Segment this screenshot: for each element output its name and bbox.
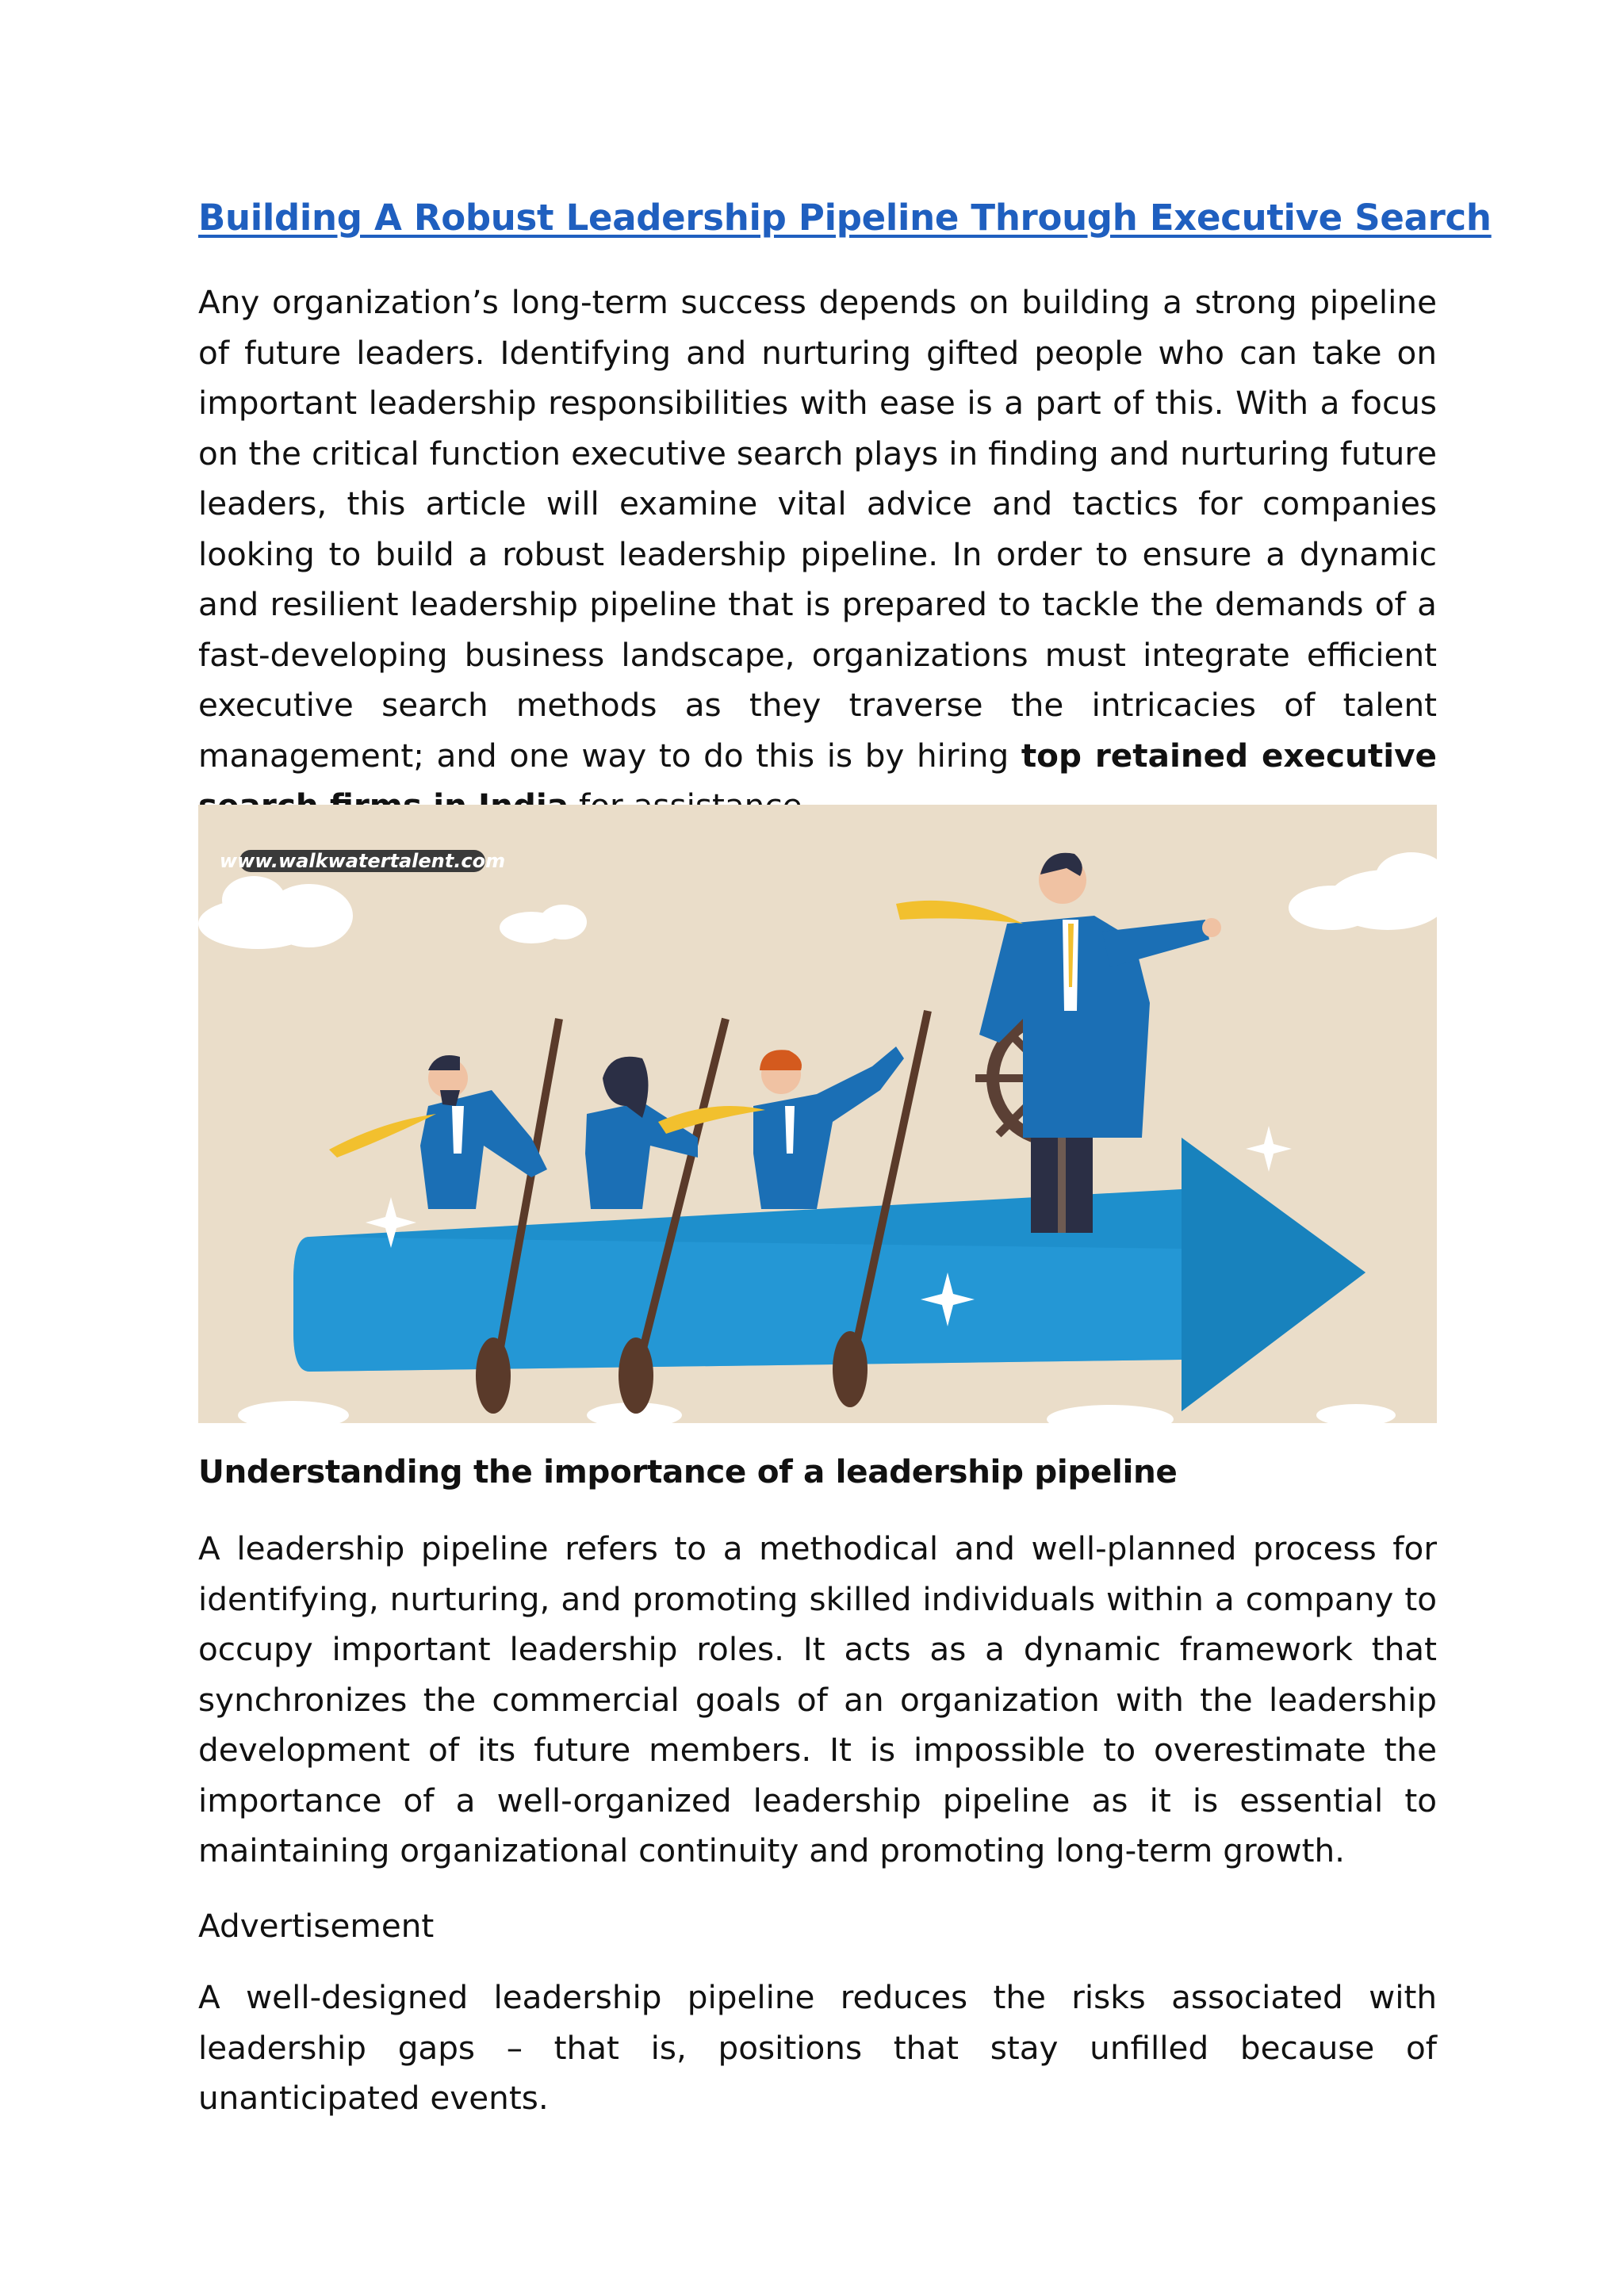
intro-text-before: Any organization’s long-term success depends on building a strong pipeline of future leaders. Identifying and nurturing gifted people who can take on important leadership responsibilities with ease is a part of this. With a focus on the critical function executive search plays in finding and nurturing future leaders, this article will examine vital advice and tactics for companies looking to build a robust leadership pipeline. In order to ensure a dynamic and resilient leadership pipeline that is prepared to tackle the demands of a fast-developing business landscape, organizations must integrate efficient executive search methods as they traverse the intricacies of talent management; and one way to do this is by hiring xyxy=(198,283,1437,775)
watermark-text: www.walkwatertalent.com xyxy=(219,850,506,872)
section-paragraph: A leadership pipeline refers to a methodical and well-planned process for identifying, nurturing, and promoting skilled individuals within a company to occupy important leadership roles. It acts as a dynamic framework that synchronizes the commercial goals of an organization with the leadership development of its future members. It is impossible to overestimate the importance of a well-organized leadership pipeline as it is essential to maintaining organizational continuity and promoting long-term growth. xyxy=(198,1529,1437,1869)
rower-figure xyxy=(329,1055,547,1209)
article-illustration xyxy=(198,805,1437,1423)
watermark-badge xyxy=(220,850,505,872)
advertisement-label: Advertisement xyxy=(198,1907,435,1945)
intro-paragraph xyxy=(198,277,1437,832)
closing-paragraph: A well-designed leadership pipeline reduces the risks associated with leadership gaps – that is, positions that stay unfilled because of unanticipated events. xyxy=(198,1978,1437,2117)
section-heading: Understanding the importance of a leadership pipeline xyxy=(198,1452,1178,1490)
intro-bold-text: top retained executive xyxy=(1021,736,1437,775)
leadership-rowing-illustration xyxy=(198,805,1437,1423)
article-title-link[interactable]: Building A Robust Leadership Pipeline Through Executive Search xyxy=(198,197,1492,239)
